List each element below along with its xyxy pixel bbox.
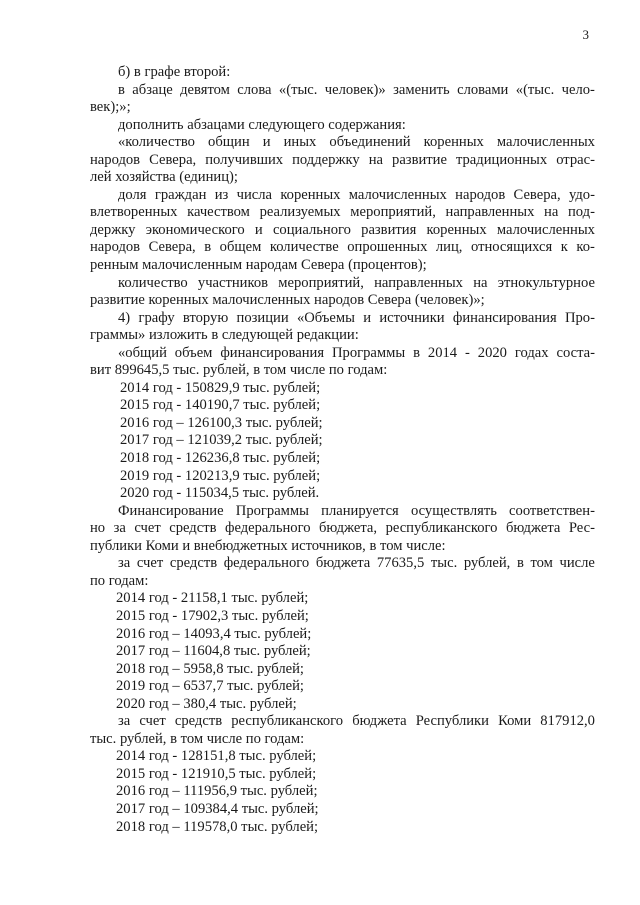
text-line	[90, 275, 595, 293]
text-line: граммы» изложить в следующей редакции:	[90, 327, 359, 344]
word: на	[473, 274, 488, 291]
word: коренных	[426, 221, 487, 238]
word: и	[363, 309, 372, 326]
word: словами	[457, 81, 509, 98]
word: малочисленных	[496, 221, 595, 238]
word: малочисленных	[496, 134, 595, 151]
text-line	[90, 310, 595, 328]
word: общем	[219, 239, 262, 256]
word: тыс.	[430, 555, 458, 572]
word: 2014	[427, 344, 458, 361]
word: на	[368, 151, 384, 168]
word: графу	[138, 309, 175, 326]
word: развитие	[392, 151, 447, 168]
word: доля	[118, 186, 147, 203]
word: количество	[118, 274, 188, 291]
word: Коми	[498, 713, 532, 730]
page-number: 3	[582, 27, 589, 42]
word: влетворенных	[90, 204, 178, 221]
text-line	[90, 152, 595, 170]
word: 2020	[477, 344, 507, 361]
document-body	[90, 64, 595, 836]
word: объем	[174, 344, 213, 361]
word: Программы	[332, 344, 406, 361]
word: мероприятий,	[278, 274, 364, 291]
text-line: б) в графе второй:	[118, 64, 231, 80]
word: Севера,	[513, 186, 561, 203]
word: поддержку	[292, 151, 360, 168]
word: Рес-	[568, 520, 595, 537]
word: средств	[169, 520, 217, 537]
word: 4)	[118, 309, 131, 326]
year-line: 2019 год – 6537,7 тыс. рублей;	[116, 678, 304, 695]
word: общин	[208, 134, 250, 151]
word: заменить	[393, 81, 450, 98]
text-line	[90, 134, 595, 152]
word: соста-	[556, 344, 595, 361]
year-line: 2020 год - 115034,5 тыс. рублей.	[120, 485, 320, 502]
word: республиканского	[231, 713, 344, 730]
text-line: по годам:	[90, 572, 149, 589]
word: Севера,	[148, 239, 196, 256]
word: коренных	[280, 186, 341, 203]
word: числе	[559, 555, 595, 572]
word: счет	[134, 520, 161, 537]
word: иных	[283, 134, 317, 151]
word: Программы	[235, 502, 309, 519]
year-line: 2016 год – 111956,9 тыс. рублей;	[116, 783, 318, 800]
word: за	[118, 713, 131, 730]
word: позиции	[236, 309, 289, 326]
word: направленных	[374, 274, 463, 291]
word: мероприятий,	[350, 204, 436, 221]
word: в	[516, 555, 524, 572]
word: том	[530, 555, 553, 572]
word: лиц,	[435, 239, 463, 256]
word: держку	[90, 221, 136, 238]
word: традиционных	[455, 151, 548, 168]
text-line: тыс. рублей, в том числе по годам:	[90, 730, 305, 747]
word: федерального	[224, 520, 311, 537]
text-line: вит 899645,5 тыс. рублей, в том числе по годам:	[90, 362, 388, 379]
word: реализуемых	[259, 204, 341, 221]
word: Про-	[564, 309, 595, 326]
word: -	[464, 344, 470, 361]
word: федерального	[223, 555, 310, 572]
word: средств	[174, 713, 223, 730]
year-line: 2015 год - 140190,7 тыс. рублей;	[120, 397, 321, 414]
word: в	[204, 239, 212, 256]
word: средств	[169, 555, 218, 572]
word: «(тыс.	[278, 81, 318, 98]
text-line	[90, 204, 595, 222]
word: годах	[514, 344, 549, 361]
text-line	[90, 82, 595, 100]
word: народов	[90, 151, 141, 168]
word: но	[90, 520, 106, 537]
word: направленных	[445, 204, 535, 221]
word: бюджета	[505, 520, 561, 537]
year-line: 2015 год - 17902,3 тыс. рублей;	[116, 607, 309, 624]
year-line: 2017 год – 121039,2 тыс. рублей;	[120, 432, 323, 449]
word: бюджета	[352, 713, 407, 730]
year-line: 2014 год - 21158,1 тыс. рублей;	[116, 590, 309, 607]
year-line: 2019 год - 120213,9 тыс. рублей;	[120, 467, 321, 484]
word: народов	[455, 186, 506, 203]
text-line	[90, 555, 595, 573]
text-line	[90, 713, 595, 731]
word: счет	[136, 555, 164, 572]
year-line: 2014 год - 128151,8 тыс. рублей;	[116, 748, 317, 765]
text-line: лей хозяйства (единиц);	[90, 169, 238, 186]
word: на	[544, 204, 559, 221]
word: коренных	[423, 134, 484, 151]
word: и	[254, 221, 263, 238]
word: социального	[272, 221, 351, 238]
text-line	[90, 239, 595, 257]
word: девятом	[180, 81, 230, 98]
word: Финансирование	[118, 502, 224, 519]
year-line: 2017 год – 11604,8 тыс. рублей;	[116, 643, 311, 660]
word: соответствен-	[509, 502, 595, 519]
year-line: 2020 год – 380,4 тыс. рублей;	[116, 695, 297, 712]
text-line: ренным малочисленным народам Севера (процентов);	[90, 257, 427, 274]
text-line	[90, 345, 595, 363]
year-line: 2016 год – 126100,3 тыс. рублей;	[120, 414, 323, 431]
word: количестве	[269, 239, 339, 256]
word: счет	[139, 713, 166, 730]
word: экономического	[145, 221, 245, 238]
word: участников	[197, 274, 269, 291]
year-line: 2015 год - 121910,5 тыс. рублей;	[116, 765, 317, 782]
word: планируется	[321, 502, 399, 519]
word: получивших	[205, 151, 284, 168]
text-line: публики Коми и внебюджетных источников, в том числе:	[90, 537, 446, 554]
word: числа	[236, 186, 272, 203]
word: слова	[237, 81, 272, 98]
word: «(тыс.	[515, 81, 555, 98]
text-line: развитие коренных малочисленных народов Севера (человек)»;	[90, 292, 485, 309]
text-line	[90, 187, 595, 205]
word: развития	[361, 221, 417, 238]
word: и	[262, 134, 271, 151]
text-line	[90, 222, 595, 240]
word: республиканского	[385, 520, 498, 537]
year-line: 2018 год - 126236,8 тыс. рублей;	[120, 450, 321, 467]
year-line: 2018 год – 119578,0 тыс. рублей;	[116, 818, 319, 835]
word: «количество	[118, 134, 195, 151]
word: Республики	[415, 713, 489, 730]
word: осуществлять	[410, 502, 497, 519]
word: этнокультурное	[497, 274, 595, 291]
year-line: 2017 год – 109384,4 тыс. рублей;	[116, 800, 319, 817]
word: 817912,0	[540, 713, 595, 730]
word: за	[113, 520, 126, 537]
year-line: 2018 год – 5958,8 тыс. рублей;	[116, 660, 304, 677]
word: граждан	[154, 186, 207, 203]
word: вторую	[182, 309, 229, 326]
word: «общий	[118, 344, 167, 361]
word: человек)»	[324, 81, 386, 98]
word: относящихся	[470, 239, 553, 256]
word: 77635,5	[376, 555, 425, 572]
word: объединений	[329, 134, 411, 151]
text-line	[90, 503, 595, 521]
word: бюджета,	[319, 520, 378, 537]
word: ко-	[576, 239, 595, 256]
word: под-	[567, 204, 595, 221]
word: качеством	[187, 204, 250, 221]
word: к	[560, 239, 568, 256]
text-line: век);»;	[90, 99, 131, 116]
text-line	[90, 520, 595, 538]
word: источники	[379, 309, 445, 326]
year-line: 2014 год - 150829,9 тыс. рублей;	[120, 379, 321, 396]
text-line: дополнить абзацами следующего содержания:	[118, 116, 406, 133]
word: чело-	[561, 81, 595, 98]
word: в	[413, 344, 420, 361]
word: финансирования	[220, 344, 325, 361]
word: отрас-	[556, 151, 595, 168]
year-line: 2016 год – 14093,4 тыс. рублей;	[116, 625, 312, 642]
word: малочисленных	[348, 186, 447, 203]
word: финансирования	[452, 309, 557, 326]
word: за	[118, 555, 131, 572]
word: Севера,	[149, 151, 197, 168]
word: «Объемы	[296, 309, 355, 326]
word: абзаце	[132, 81, 173, 98]
word: народов	[90, 239, 141, 256]
word: удо-	[568, 186, 595, 203]
word: из	[214, 186, 229, 203]
word: опрошенных	[347, 239, 428, 256]
word: бюджета	[315, 555, 371, 572]
word: рублей,	[463, 555, 511, 572]
word: в	[118, 81, 125, 98]
